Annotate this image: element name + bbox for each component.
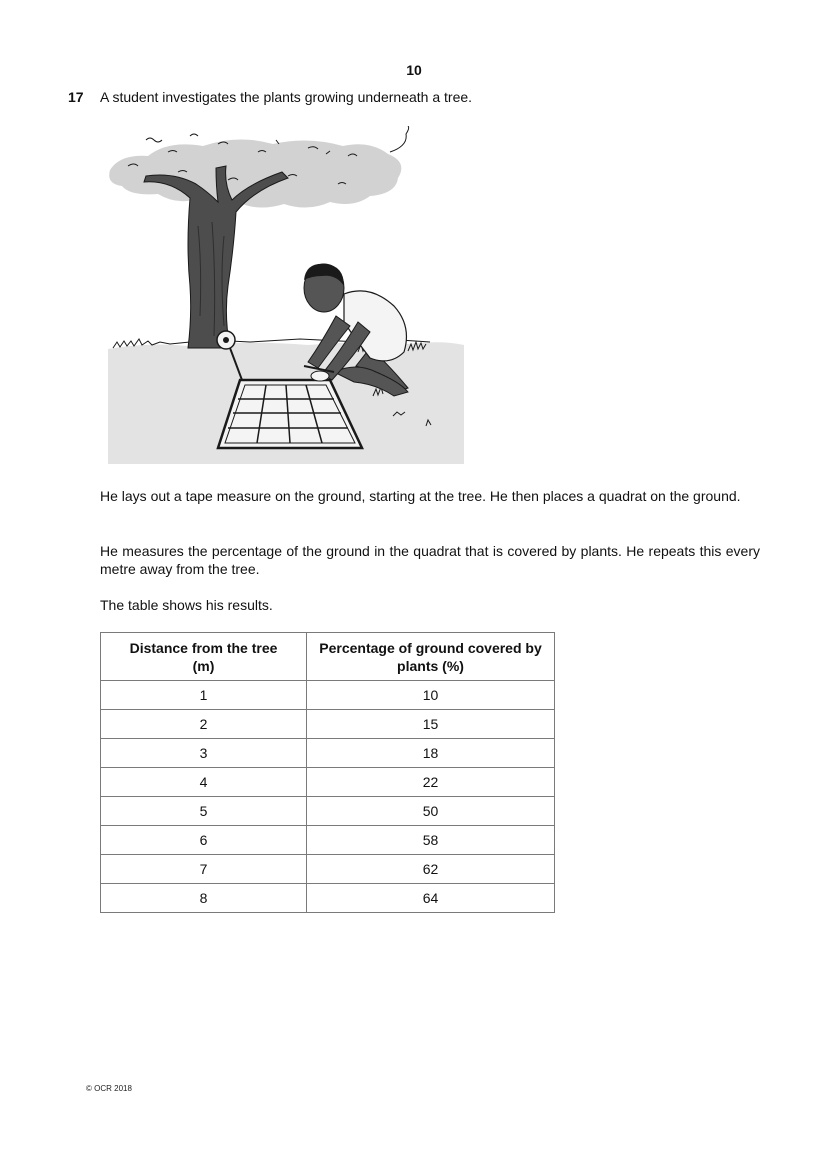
- student: [304, 264, 408, 396]
- tree-foliage: [109, 139, 401, 207]
- table-row: [101, 797, 555, 826]
- results-table: [100, 632, 555, 913]
- distance-cell: 8: [101, 884, 307, 913]
- distance-cell: 4: [101, 768, 307, 797]
- percentage-cell: 15: [307, 710, 555, 739]
- percentage-cell: 62: [307, 855, 555, 884]
- question-line: [68, 89, 472, 105]
- percentage-cell: 10: [307, 681, 555, 710]
- table-row: [101, 855, 555, 884]
- table-row: [101, 768, 555, 797]
- percentage-cell: 22: [307, 768, 555, 797]
- table-row: [101, 884, 555, 913]
- distance-cell: 3: [101, 739, 307, 768]
- table-row: [101, 710, 555, 739]
- percentage-cell: 50: [307, 797, 555, 826]
- paragraph-tape-measure: He lays out a tape measure on the ground, starting at the tree. He then places a quadrat on the ground.: [100, 488, 741, 504]
- paragraph-table-intro: The table shows his results.: [100, 597, 273, 613]
- distance-cell: 2: [101, 710, 307, 739]
- percentage-cell: 58: [307, 826, 555, 855]
- paragraph-measurement: He measures the percentage of the ground in the quadrat that is covered by plants. He repeats this every metre away from the tree.: [100, 543, 760, 577]
- table-row: [101, 681, 555, 710]
- table-row: [101, 739, 555, 768]
- distance-cell: 7: [101, 855, 307, 884]
- header-percentage: [307, 633, 555, 681]
- tree-student-quadrat-illustration: [108, 126, 468, 468]
- question-text: A student investigates the plants growing underneath a tree.: [100, 89, 473, 105]
- header-percentage-text: Percentage of ground covered by plants (%): [319, 639, 542, 674]
- table-header-row: [101, 633, 555, 681]
- question-number: 17: [68, 89, 84, 105]
- distance-cell: 5: [101, 797, 307, 826]
- percentage-cell: 18: [307, 739, 555, 768]
- copyright-footer: © OCR 2018: [86, 1084, 132, 1093]
- distance-cell: 6: [101, 826, 307, 855]
- header-distance: [101, 633, 307, 681]
- percentage-cell: 64: [307, 884, 555, 913]
- header-distance-text: Distance from the tree (m): [129, 639, 278, 674]
- page-number: 10: [406, 62, 422, 78]
- distance-cell: 1: [101, 681, 307, 710]
- table-row: [101, 826, 555, 855]
